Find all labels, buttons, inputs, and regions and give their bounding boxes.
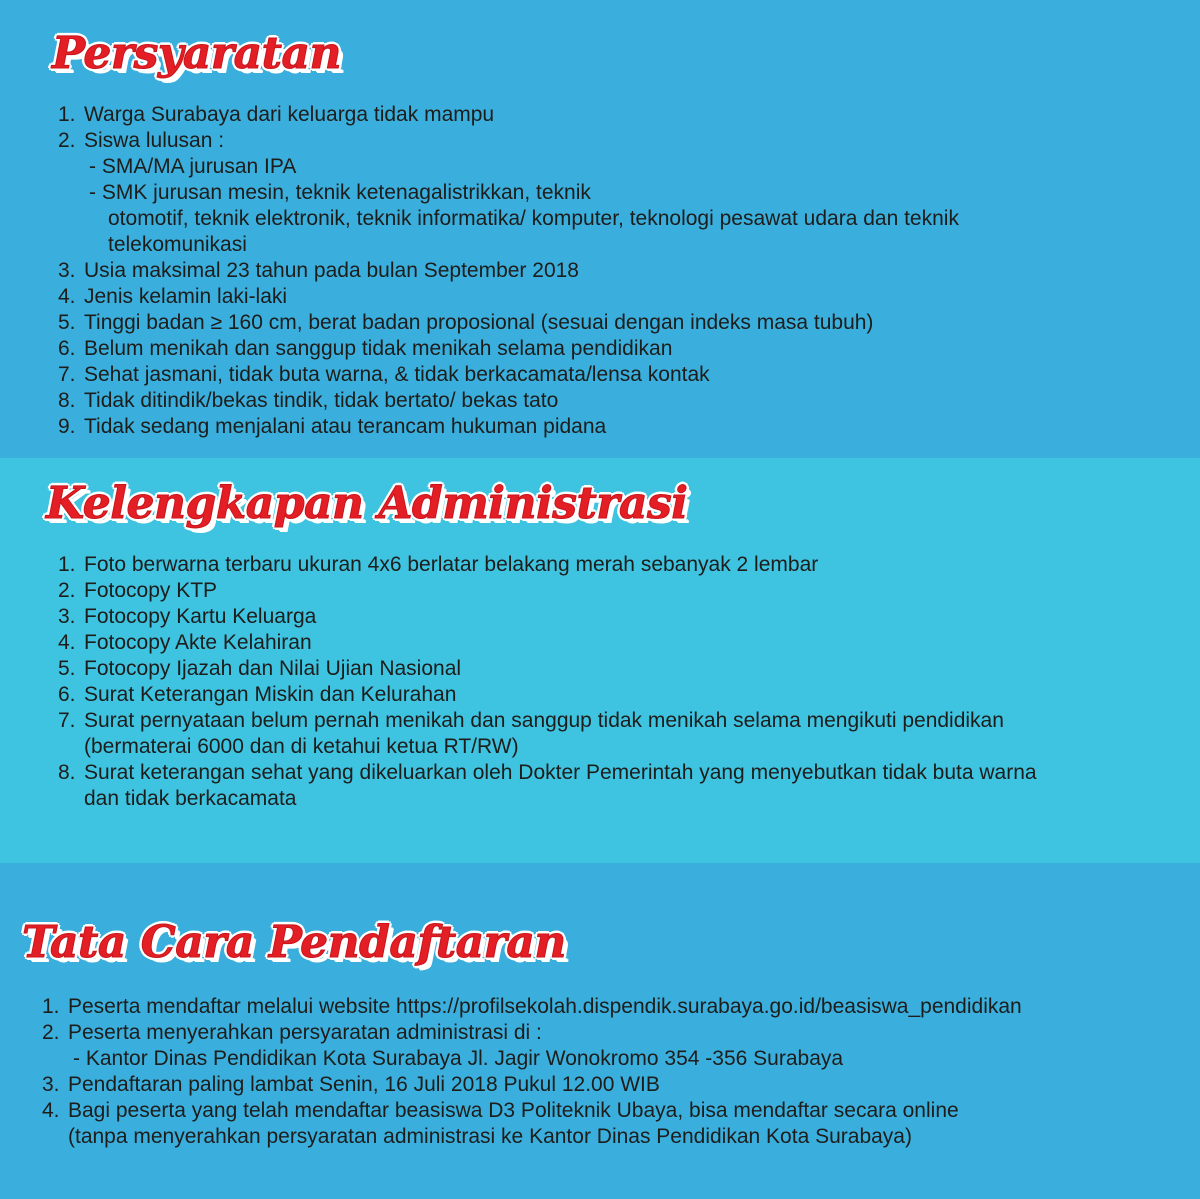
list-item: 6. Belum menikah dan sanggup tidak menikah selama pendidikan: [58, 337, 673, 360]
list-item: 8. Tidak ditindik/bekas tindik, tidak bertato/ bekas tato: [58, 389, 559, 412]
administrasi-title: Kelengkapan Administrasi: [46, 478, 688, 529]
pendaftaran-panel: [0, 863, 1200, 1199]
list-sub-item: - SMA/MA jurusan IPA: [89, 155, 297, 178]
list-item: 5. Fotocopy Ijazah dan Nilai Ujian Nasional: [58, 657, 462, 680]
list-item: 2. Peserta menyerahkan persyaratan administrasi di :: [42, 1021, 542, 1044]
list-item: 7. Sehat jasmani, tidak buta warna, & tidak berkacamata/lensa kontak: [58, 363, 710, 386]
list-item: 3. Fotocopy Kartu Keluarga: [58, 605, 317, 628]
list-item: 1. Foto berwarna terbaru ukuran 4x6 berlatar belakang merah sebanyak 2 lembar: [58, 553, 819, 576]
list-item: 1. Peserta mendaftar melalui website https://profilsekolah.dispendik.surabaya.go.id/beasiswa_pendidikan: [42, 995, 1022, 1018]
administrasi-panel: [0, 458, 1200, 863]
list-item: 4. Fotocopy Akte Kelahiran: [58, 631, 312, 654]
administrasi-list: [58, 552, 1037, 812]
list-item-continuation: (tanpa menyerahkan persyaratan administrasi ke Kantor Dinas Pendidikan Kota Surabaya): [68, 1125, 912, 1148]
list-item: 2. Siswa lulusan :: [58, 129, 225, 152]
list-item: 2. Fotocopy KTP: [58, 579, 218, 602]
list-item: 8. Surat keterangan sehat yang dikeluarkan oleh Dokter Pemerintah yang menyebutkan tidak buta warna: [58, 761, 1037, 784]
list-item: 1. Warga Surabaya dari keluarga tidak mampu: [58, 103, 495, 126]
list-item: 7. Surat pernyataan belum pernah menikah dan sanggup tidak menikah selama mengikuti pendidikan: [58, 709, 1004, 732]
list-item: 4. Bagi peserta yang telah mendaftar beasiswa D3 Politeknik Ubaya, bisa mendaftar secara online: [42, 1099, 959, 1122]
list-item: 9. Tidak sedang menjalani atau terancam hukuman pidana: [58, 415, 607, 438]
list-item-continuation: (bermaterai 6000 dan di ketahui ketua RT/RW): [84, 735, 519, 758]
list-item: 3. Usia maksimal 23 tahun pada bulan September 2018: [58, 259, 579, 282]
list-item: 3. Pendaftaran paling lambat Senin, 16 Juli 2018 Pukul 12.00 WIB: [42, 1073, 660, 1096]
list-item: 4. Jenis kelamin laki-laki: [58, 285, 288, 308]
list-sub-item-continuation: telekomunikasi: [108, 233, 247, 256]
persyaratan-title: Persyaratan: [52, 28, 341, 79]
list-item-continuation: dan tidak berkacamata: [84, 787, 297, 810]
list-item: 5. Tinggi badan ≥ 160 cm, berat badan proposional (sesuai dengan indeks masa tubuh): [58, 311, 874, 334]
list-sub-item: - SMK jurusan mesin, teknik ketenagalistrikkan, teknik: [89, 181, 591, 204]
persyaratan-list: [58, 102, 959, 440]
pendaftaran-list: [42, 994, 1022, 1150]
list-sub-item-continuation: otomotif, teknik elektronik, teknik informatika/ komputer, teknologi pesawat udara dan teknik: [108, 207, 959, 230]
persyaratan-panel: [0, 0, 1200, 458]
pendaftaran-title: Tata Cara Pendaftaran: [22, 917, 566, 968]
list-sub-item: - Kantor Dinas Pendidikan Kota Surabaya Jl. Jagir Wonokromo 354 -356 Surabaya: [73, 1047, 844, 1070]
list-item: 6. Surat Keterangan Miskin dan Kelurahan: [58, 683, 457, 706]
